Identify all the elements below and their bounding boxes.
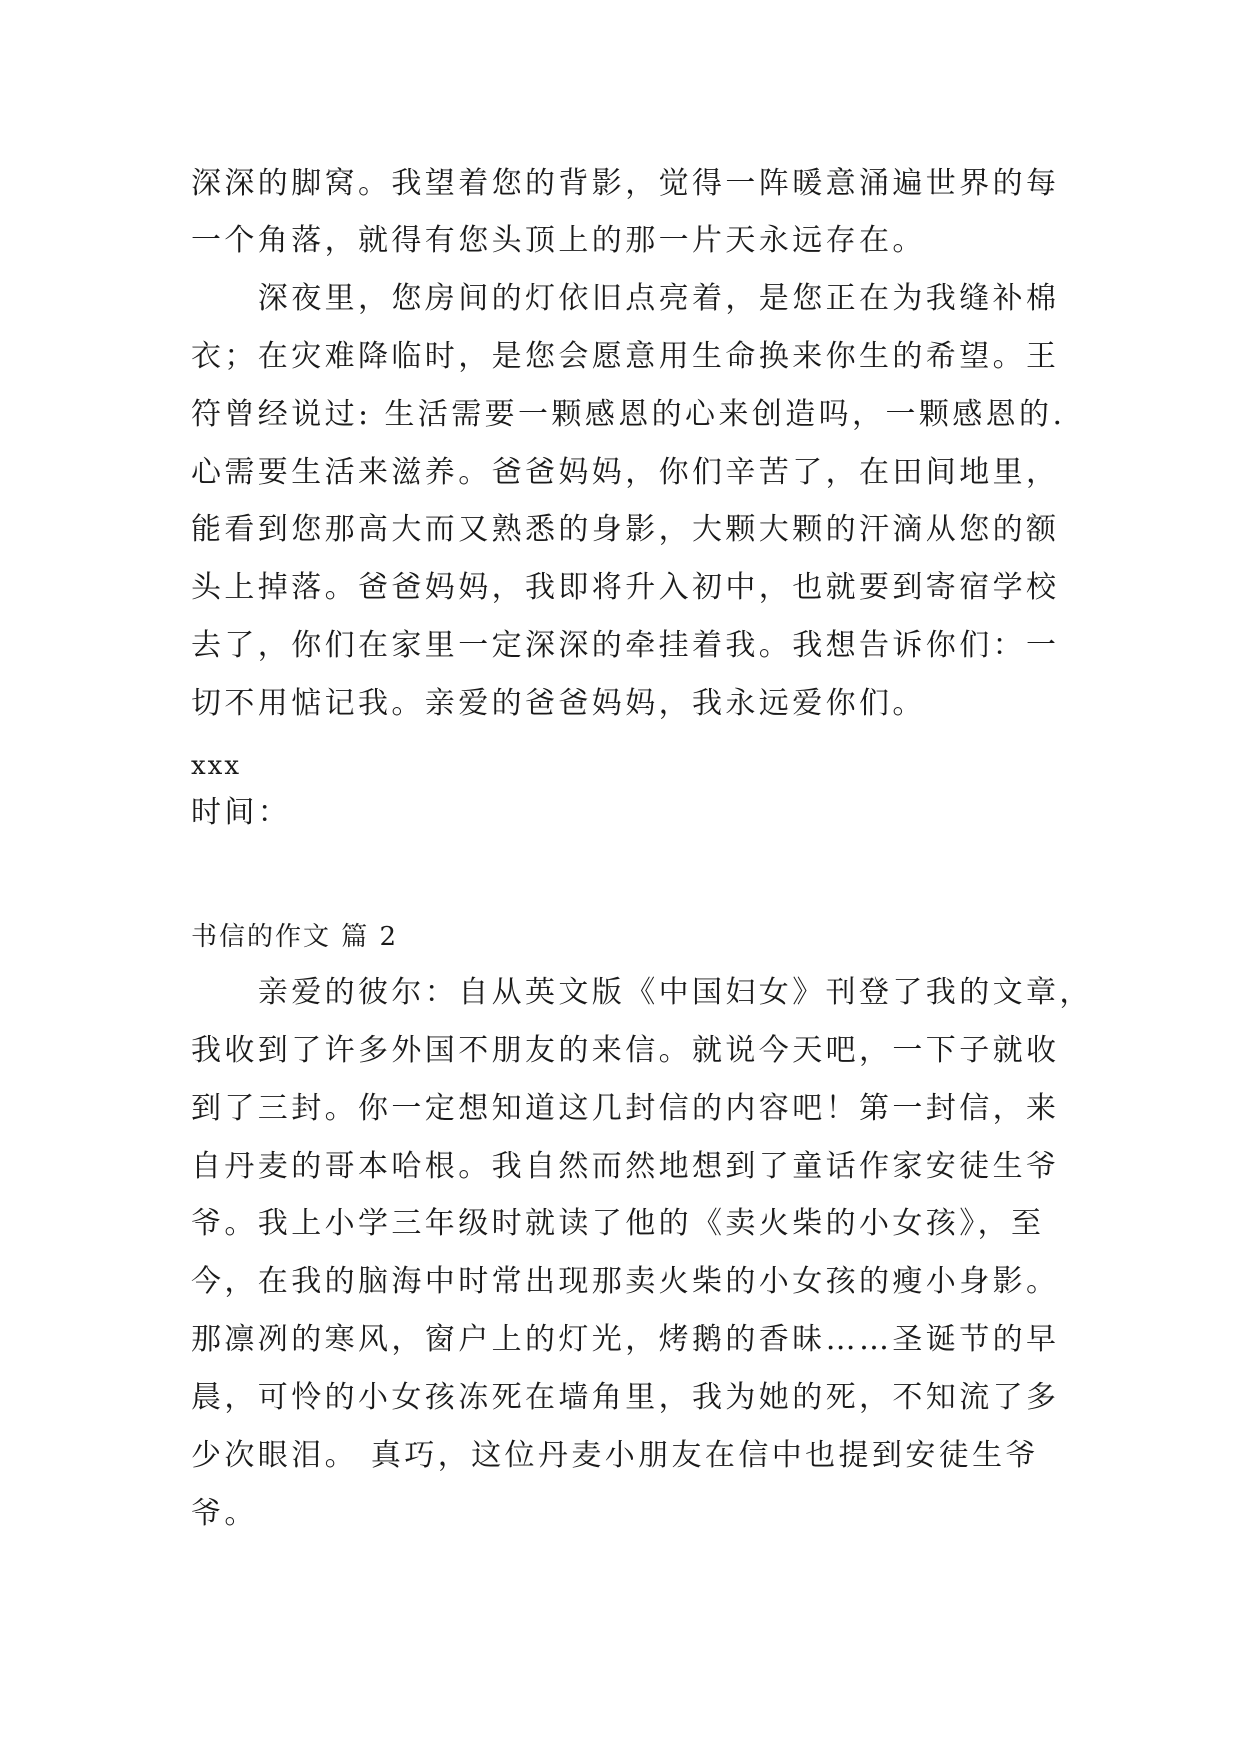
paragraph-line: 那凛冽的寒风，窗户上的灯光，烤鹅的香昧……圣诞节的早 [191, 1322, 1060, 1357]
paragraph-line: 能看到您那高大而又熟悉的身影，大颗大颗的汗滴从您的额 [191, 512, 1060, 547]
paragraph-line: 去了，你们在家里一定深深的牵挂着我。我想告诉你们：一 [191, 628, 1060, 663]
paragraph-line: 自丹麦的哥本哈根。我自然而然地想到了童话作家安徒生爷 [191, 1149, 1060, 1184]
signature: xxx [191, 751, 241, 781]
paragraph-line: 今，在我的脑海中时常出现那卖火柴的小女孩的瘦小身影。 [191, 1264, 1060, 1299]
paragraph-line: 爷。我上小学三年级时就读了他的《卖火柴的小女孩》，至 [191, 1206, 1045, 1241]
paragraph-line: 少次眼泪。 真巧，这位丹麦小朋友在信中也提到安徒生爷 [191, 1438, 1039, 1473]
paragraph-line: 头上掉落。爸爸妈妈，我即将升入初中，也就要到寄宿学校 [191, 570, 1060, 605]
paragraph-line: 亲爱的彼尔：自从英文版《中国妇女》刊登了我的文章， [191, 975, 1093, 1010]
paragraph-line: 晨，可怜的小女孩冻死在墙角里，我为她的死，不知流了多 [191, 1380, 1060, 1415]
paragraph-line: 深深的脚窝。我望着您的背影，觉得一阵暖意涌遍世界的每 [191, 166, 1060, 201]
section-heading: 书信的作文 篇 2 [191, 922, 399, 952]
time-label: 时间： [191, 795, 292, 830]
paragraph-line: 衣；在灾难降临时，是您会愿意用生命换来你生的希望。王 [191, 339, 1060, 374]
paragraph-line: 符曾经说过: 生活需要一颗感恩的心来创造吗，一颗感恩的. [191, 397, 1066, 432]
paragraph-line: 深夜里，您房间的灯依旧点亮着，是您正在为我缝补棉 [191, 281, 1060, 316]
paragraph-line: 一个角落，就得有您头顶上的那一片天永远存在。 [191, 223, 926, 258]
paragraph-line: 到了三封。你一定想知道这几封信的内容吧！第一封信，来 [191, 1091, 1060, 1126]
paragraph-line: 切不用惦记我。亲爱的爸爸妈妈，我永远爱你们。 [191, 686, 926, 721]
paragraph-line: 心需要生活来滋养。爸爸妈妈，你们辛苦了，在田间地里， [191, 455, 1060, 490]
paragraph-line: 我收到了许多外国不朋友的来信。就说今天吧，一下子就收 [191, 1033, 1060, 1068]
paragraph-line: 爷。 [191, 1496, 258, 1531]
